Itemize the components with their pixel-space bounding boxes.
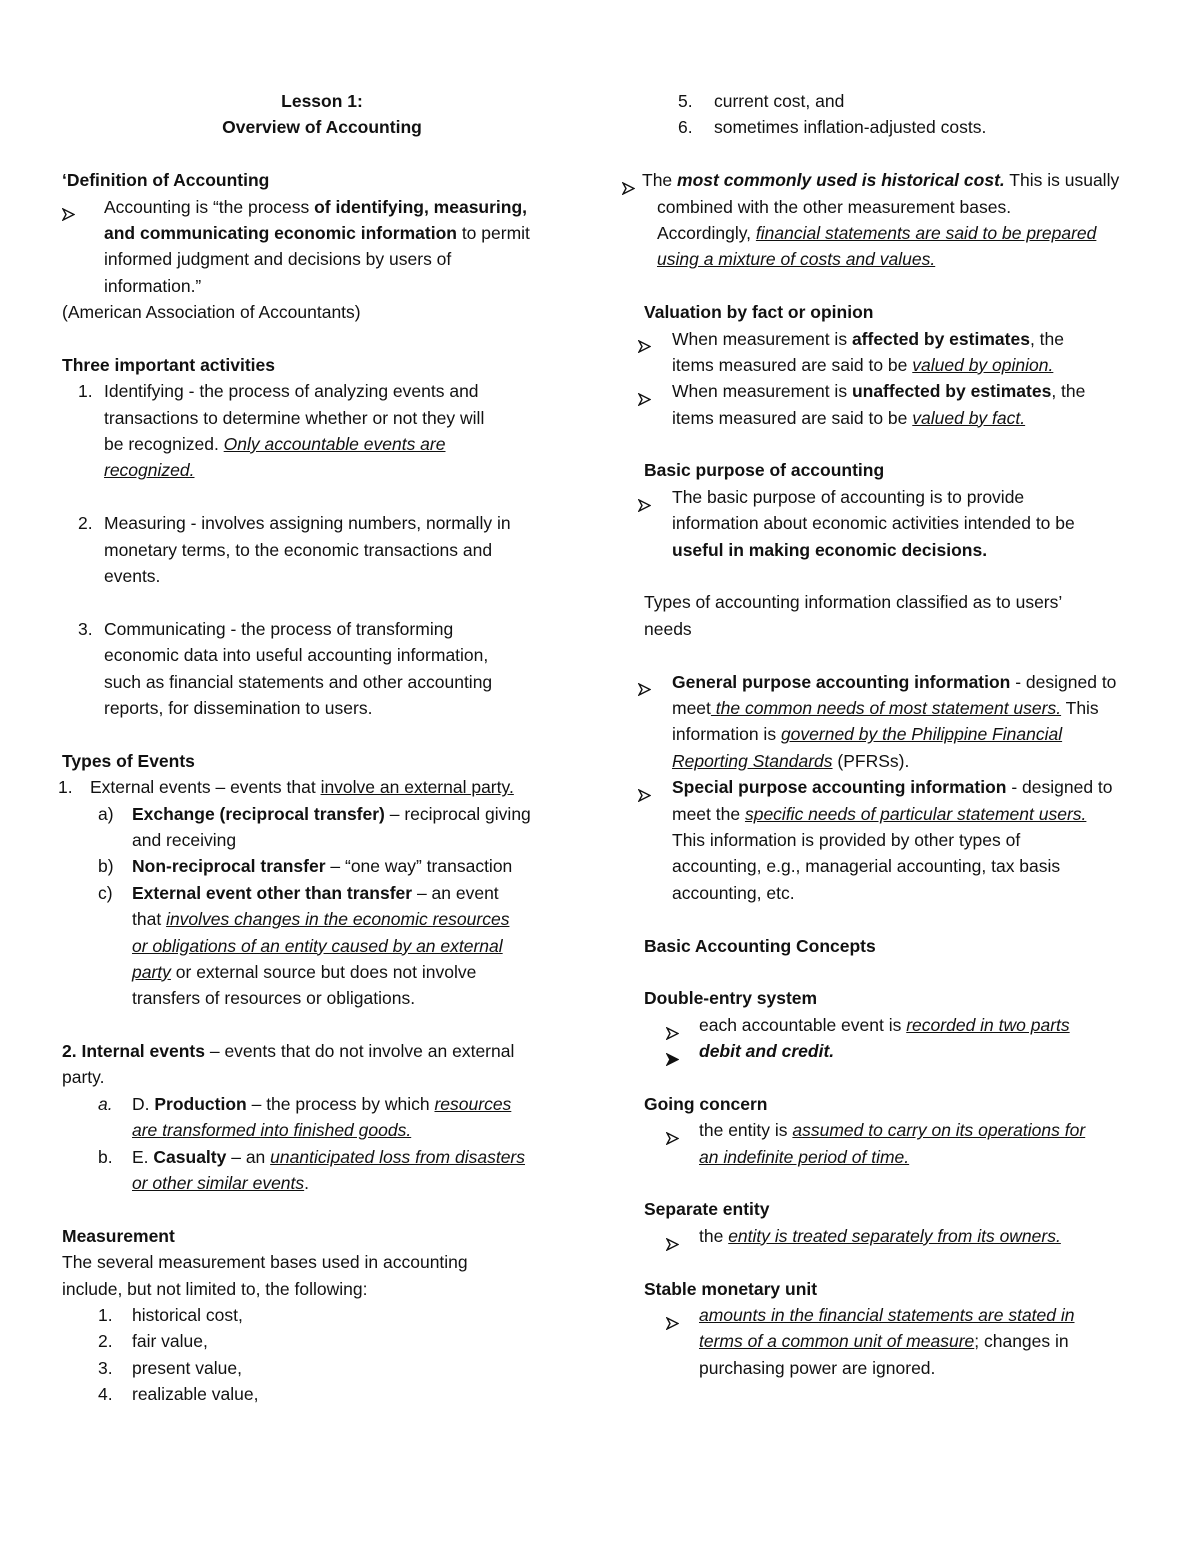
separate-entity-bullet: the entity is treated separately from its owners. xyxy=(620,1223,1165,1249)
list-item: 2. fair value, xyxy=(98,1331,208,1352)
info-types-intro: needs xyxy=(644,618,692,639)
measurement-note-line: Accordingly, financial statements are said to be prepared xyxy=(657,222,1097,243)
special-purpose-bullet: Special purpose accounting information - designed to xyxy=(620,774,1165,800)
measurement-note: The most commonly used is historical cost. This is usually xyxy=(620,167,1165,193)
internal-events-item: 2. Internal events – events that do not involve an external xyxy=(62,1041,515,1062)
list-item-line: that involves changes in the economic resources xyxy=(132,909,510,930)
right-column xyxy=(620,88,1165,1381)
list-item: 3. Communicating - the process of transforming xyxy=(78,618,454,639)
definition-source: (American Association of Accountants) xyxy=(62,302,361,323)
double-entry-bullet: debit and credit. xyxy=(620,1038,1165,1064)
list-item: b. E. Casualty – an unanticipated loss from disasters xyxy=(98,1146,525,1167)
arrowhead-bullet-icon xyxy=(666,1230,678,1256)
general-purpose-bullet: General purpose accounting information - designed to xyxy=(620,669,1165,695)
lesson-number: Lesson 1: xyxy=(281,91,363,111)
definition-line: information.” xyxy=(104,275,202,296)
valuation-bullet-line: items measured are said to be valued by opinion. xyxy=(672,354,1054,375)
general-purpose-line: information is governed by the Philippine Financial xyxy=(672,724,1063,745)
going-concern-line: an indefinite period of time. xyxy=(699,1146,910,1167)
list-item: a) Exchange (reciprocal transfer) – reciprocal giving xyxy=(98,803,531,824)
measurement-heading: Measurement xyxy=(62,1225,175,1246)
list-item: 5. current cost, and xyxy=(678,91,845,111)
general-purpose-line: meet the common needs of most statement users. This xyxy=(672,697,1099,718)
special-purpose-line: This information is provided by other types of xyxy=(672,829,1021,850)
valuation-bullet-line: items measured are said to be valued by fact. xyxy=(672,407,1026,428)
list-item-line: are transformed into finished goods. xyxy=(132,1120,412,1141)
list-item-line: be recognized. Only accountable events are xyxy=(104,434,446,455)
list-item-line: party or external source but does not involve xyxy=(132,961,477,982)
stable-unit-line: terms of a common unit of measure; changes in xyxy=(699,1331,1069,1352)
list-item: 6. sometimes inflation-adjusted costs. xyxy=(678,117,987,138)
concepts-heading: Basic Accounting Concepts xyxy=(644,935,876,956)
purpose-line: information about economic activities intended to be xyxy=(672,513,1075,534)
list-item-line: and receiving xyxy=(132,829,237,850)
stable-unit-line: purchasing power are ignored. xyxy=(699,1357,936,1378)
double-entry-bullet: each accountable event is recorded in two parts xyxy=(620,1012,1165,1038)
definition-line: informed judgment and decisions by users of xyxy=(104,249,452,270)
list-item: b) Non-reciprocal transfer – “one way” transaction xyxy=(98,856,513,877)
valuation-heading: Valuation by fact or opinion xyxy=(644,302,874,323)
stable-unit-bullet: amounts in the financial statements are stated in xyxy=(620,1302,1165,1328)
list-item: 2. Measuring - involves assigning numbers, normally in xyxy=(78,513,511,534)
double-entry-heading: Double-entry system xyxy=(644,988,818,1009)
valuation-bullet: When measurement is affected by estimates, the xyxy=(620,326,1165,352)
definition-line: and communicating economic information to permit xyxy=(104,222,530,243)
list-item: a. D. Production – the process by which resources xyxy=(98,1093,512,1114)
definition-heading: ‘Definition of Accounting xyxy=(62,170,270,191)
list-item: 3. present value, xyxy=(98,1357,242,1378)
valuation-bullet: When measurement is unaffected by estimates, the xyxy=(620,378,1165,404)
purpose-heading: Basic purpose of accounting xyxy=(644,460,885,481)
measurement-text: The several measurement bases used in accounting xyxy=(62,1252,468,1273)
left-column xyxy=(58,88,582,1408)
purpose-bullet: The basic purpose of accounting is to provide xyxy=(620,484,1165,510)
special-purpose-line: meet the specific needs of particular statement users. xyxy=(672,803,1087,824)
list-item: c) External event other than transfer – an event xyxy=(98,882,499,903)
separate-entity-heading: Separate entity xyxy=(644,1199,770,1220)
list-item-line: such as financial statements and other accounting xyxy=(104,671,493,692)
list-item: 1. historical cost, xyxy=(98,1304,243,1325)
list-item-line: transactions to determine whether or not they will xyxy=(104,407,485,428)
list-item-line: transfers of resources or obligations. xyxy=(132,988,416,1009)
page-title: Overview of Accounting xyxy=(222,117,422,138)
list-item-line: economic data into useful accounting information, xyxy=(104,645,489,666)
events-heading: Types of Events xyxy=(62,750,195,771)
measurement-note-line: using a mixture of costs and values. xyxy=(657,249,936,270)
stable-unit-heading: Stable monetary unit xyxy=(644,1278,818,1299)
definition-line: Accounting is “the process of identifying, measuring, xyxy=(62,194,582,220)
external-events-item: 1. External events – events that involve an external party. xyxy=(58,777,514,798)
list-item-line: events. xyxy=(104,566,161,587)
list-item-line: recognized. xyxy=(104,460,195,481)
special-purpose-line: accounting, e.g., managerial accounting, tax basis xyxy=(672,856,1061,877)
list-item: 4. realizable value, xyxy=(98,1384,259,1405)
list-item-line: or obligations of an entity caused by an external xyxy=(132,935,503,956)
general-purpose-line: Reporting Standards (PFRSs). xyxy=(672,750,910,771)
going-concern-heading: Going concern xyxy=(644,1093,768,1114)
purpose-line: useful in making economic decisions. xyxy=(672,539,988,560)
list-item-line: reports, for dissemination to users. xyxy=(104,697,373,718)
list-item: 1. Identifying - the process of analyzing events and xyxy=(78,381,479,402)
measurement-text: include, but not limited to, the following: xyxy=(62,1278,368,1299)
going-concern-bullet: the entity is assumed to carry on its operations for xyxy=(620,1117,1165,1143)
list-item-line: or other similar events. xyxy=(132,1173,310,1194)
measurement-note-line: combined with the other measurement bases. xyxy=(657,196,1012,217)
internal-events-line: party. xyxy=(62,1067,105,1088)
special-purpose-line: accounting, etc. xyxy=(672,882,795,903)
info-types-intro: Types of accounting information classified as to users’ xyxy=(644,592,1063,613)
activities-heading: Three important activities xyxy=(62,354,275,375)
list-item-line: monetary terms, to the economic transactions and xyxy=(104,539,493,560)
arrowhead-bullet-icon xyxy=(666,1045,678,1071)
